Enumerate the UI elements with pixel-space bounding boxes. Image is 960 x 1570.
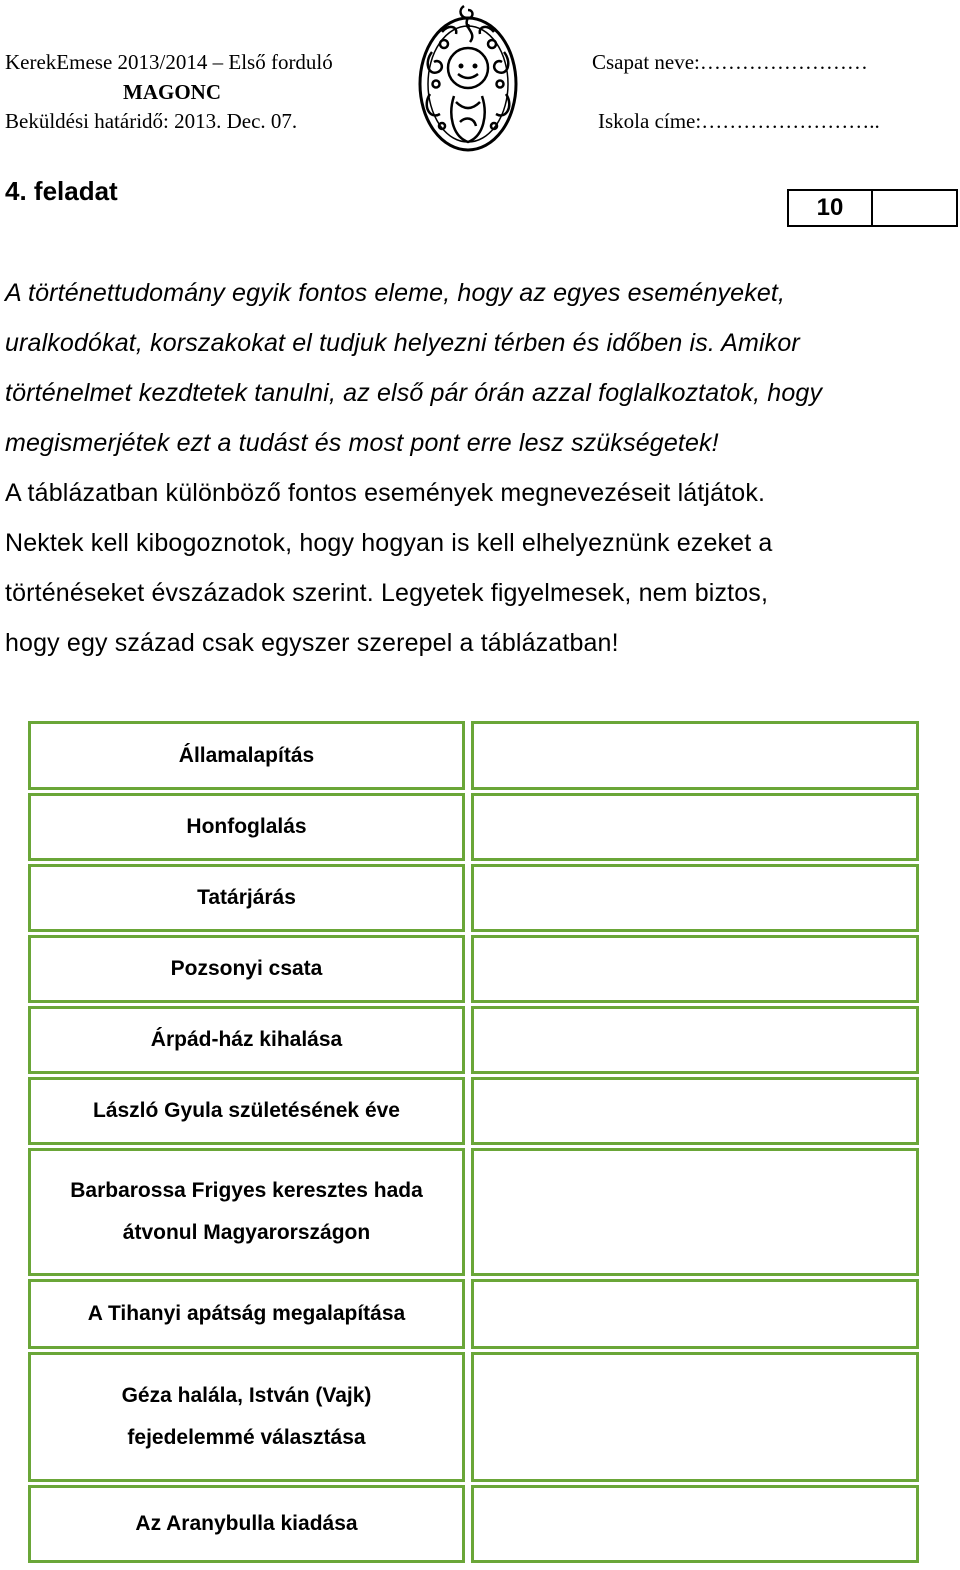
table-row (28, 1485, 919, 1563)
table-row (28, 935, 919, 1003)
intro-line: A történettudomány egyik fontos eleme, hogy az egyes eseményeket, (5, 279, 786, 307)
event-label-line: Barbarossa Frigyes keresztes hada (70, 1179, 423, 1202)
table-row (28, 1352, 919, 1482)
instruction-line: A táblázatban különböző fontos események megnevezéseit látjátok. (5, 479, 766, 507)
century-answer-cell[interactable] (471, 721, 919, 790)
event-label-cell (28, 721, 465, 790)
event-label-cell (28, 1006, 465, 1074)
century-answer-cell[interactable] (471, 793, 919, 861)
century-answer-cell[interactable] (471, 1485, 919, 1563)
century-answer-cell[interactable] (471, 1006, 919, 1074)
intro-line: megismerjétek ezt a tudást és most pont erre lesz szükségetek! (5, 429, 719, 457)
intro-line: uralkodókat, korszakokat el tudjuk helyezni térben és időben is. Amikor (5, 329, 800, 357)
event-label: Árpád-ház kihalása (150, 1028, 343, 1051)
event-label-line: fejedelemmé választása (127, 1426, 366, 1449)
intro-line: történelmet kezdtetek tanulni, az első pár órán azzal foglalkoztatok, hogy (5, 379, 823, 407)
event-label-line: Géza halála, István (Vajk) (121, 1384, 372, 1407)
event-label-cell (28, 935, 465, 1003)
event-label: Pozsonyi csata (170, 957, 323, 980)
deadline-text: Beküldési határidő: 2013. Dec. 07. (5, 109, 298, 133)
event-label-cell (28, 1148, 465, 1276)
competition-title: KerekEmese 2013/2014 – Első forduló (5, 50, 333, 74)
century-answer-cell[interactable] (471, 1148, 919, 1276)
subject-title: MAGONC (123, 80, 221, 104)
event-label: Honfoglalás (186, 815, 307, 838)
event-label-cell (28, 1352, 465, 1482)
event-label: László Gyula születésének éve (93, 1099, 400, 1122)
table-row (28, 1279, 919, 1349)
school-address-field[interactable]: Iskola címe:…………………….. (598, 109, 880, 133)
instruction-line: történéseket évszázadok szerint. Legyetek figyelmesek, nem biztos, (5, 579, 769, 607)
event-label: Az Aranybulla kiadása (135, 1512, 358, 1535)
event-label: Tatárjárás (197, 886, 296, 909)
century-answer-cell[interactable] (471, 864, 919, 932)
table-row (28, 721, 919, 790)
event-label-cell (28, 864, 465, 932)
event-label-cell (28, 1077, 465, 1145)
table-row (28, 864, 919, 932)
earned-points-field[interactable] (873, 191, 956, 225)
table-row (28, 1148, 919, 1276)
kerekemese-girl-logo-icon (412, 2, 524, 154)
team-name-field[interactable]: Csapat neve:…………………… (592, 50, 868, 74)
event-label-cell (28, 1279, 465, 1349)
table-row (28, 793, 919, 861)
table-row (28, 1077, 919, 1145)
event-label: Államalapítás (178, 743, 315, 767)
event-label-line: átvonul Magyarországon (122, 1221, 371, 1244)
century-answer-cell[interactable] (471, 1279, 919, 1349)
instruction-line: hogy egy század csak egyszer szerepel a táblázatban! (5, 629, 619, 657)
task-title: 4. feladat (5, 176, 118, 206)
event-label: A Tihanyi apátság megalapítása (87, 1302, 406, 1325)
instruction-line: Nektek kell kibogoznotok, hogy hogyan is kell elhelyeznünk ezeket a (5, 529, 773, 557)
max-points-value: 10 (789, 191, 873, 225)
table-row (28, 1006, 919, 1074)
century-answer-cell[interactable] (471, 1352, 919, 1482)
score-box (787, 189, 958, 227)
event-label-cell (28, 1485, 465, 1563)
event-label-cell (28, 793, 465, 861)
century-answer-cell[interactable] (471, 935, 919, 1003)
century-answer-cell[interactable] (471, 1077, 919, 1145)
